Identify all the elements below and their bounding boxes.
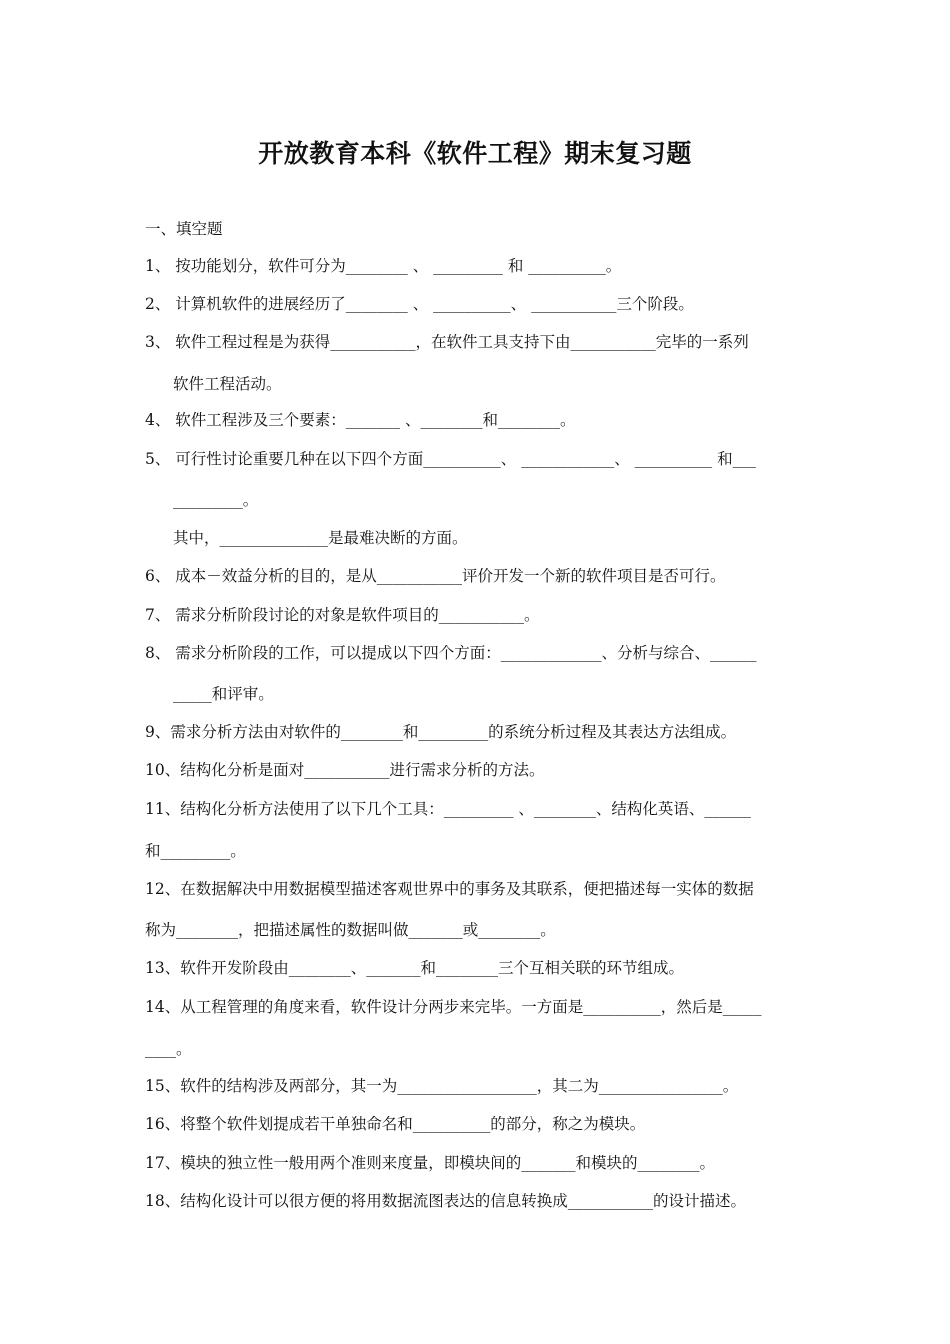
- question-line: 6、 成本－效益分析的目的，是从___________评价开发一个新的软件项目是否可行。: [145, 567, 726, 585]
- question-continuation: ____。: [145, 1040, 192, 1058]
- question-line: 14、从工程管理的角度来看，软件设计分两步来完毕。一方面是__________，然后是_____: [145, 998, 762, 1016]
- question-continuation: _____和评审。: [173, 685, 274, 703]
- question-line: 5、 可行性讨论重要几种在以下四个方面__________、 ____________、 __________ 和___: [145, 450, 756, 468]
- question-line: 2、 计算机软件的进展经历了________ 、 __________、 ___________三个阶段。: [145, 295, 694, 313]
- question-line: 9、需求分析方法由对软件的________和_________的系统分析过程及其表达方法组成。: [145, 723, 737, 741]
- question-line: 15、软件的结构涉及两部分，其一为__________________，其二为________________。: [145, 1077, 739, 1095]
- question-line: 18、结构化设计可以很方便的将用数据流图表达的信息转换成___________的设计描述。: [145, 1192, 746, 1210]
- question-line: 10、结构化分析是面对___________进行需求分析的方法。: [145, 761, 545, 779]
- question-continuation: 和_________。: [145, 842, 246, 860]
- question-line: 1、 按功能划分，软件可分为________ 、 _________ 和 __________。: [145, 257, 622, 275]
- question-line: 3、 软件工程过程是为获得___________，在软件工具支持下由___________完毕的一系列: [145, 333, 749, 351]
- section-heading: 一、填空题: [145, 220, 223, 238]
- question-line: 12、在数据解决中用数据模型描述客观世界中的事务及其联系，便把描述每一实体的数据: [145, 880, 754, 898]
- question-continuation: _________。: [173, 491, 259, 509]
- question-line: 8、 需求分析阶段的工作，可以提成以下四个方面：_____________、分析与综合、______: [145, 644, 757, 662]
- question-continuation: 称为________，把描述属性的数据叫做_______或________。: [145, 921, 556, 939]
- question-continuation: 其中，______________是最难决断的方面。: [173, 529, 468, 547]
- question-line: 17、模块的独立性一般用两个准则来度量，即模块间的_______和模块的________。: [145, 1154, 715, 1172]
- question-line: 4、 软件工程涉及三个要素：_______ 、________和________。: [145, 411, 576, 429]
- question-line: 11、结构化分析方法使用了以下几个工具：_________ 、________、结构化英语、______: [145, 800, 751, 818]
- question-line: 16、将整个软件划提成若干单独命名和__________的部分，称之为模块。: [145, 1115, 646, 1133]
- question-continuation: 软件工程活动。: [173, 375, 282, 393]
- question-line: 13、软件开发阶段由________、_______和________三个互相关联的环节组成。: [145, 959, 684, 977]
- document-title: 开放教育本科《软件工程》期末复习题: [258, 139, 692, 168]
- question-line: 7、 需求分析阶段讨论的对象是软件项目的___________。: [145, 606, 540, 624]
